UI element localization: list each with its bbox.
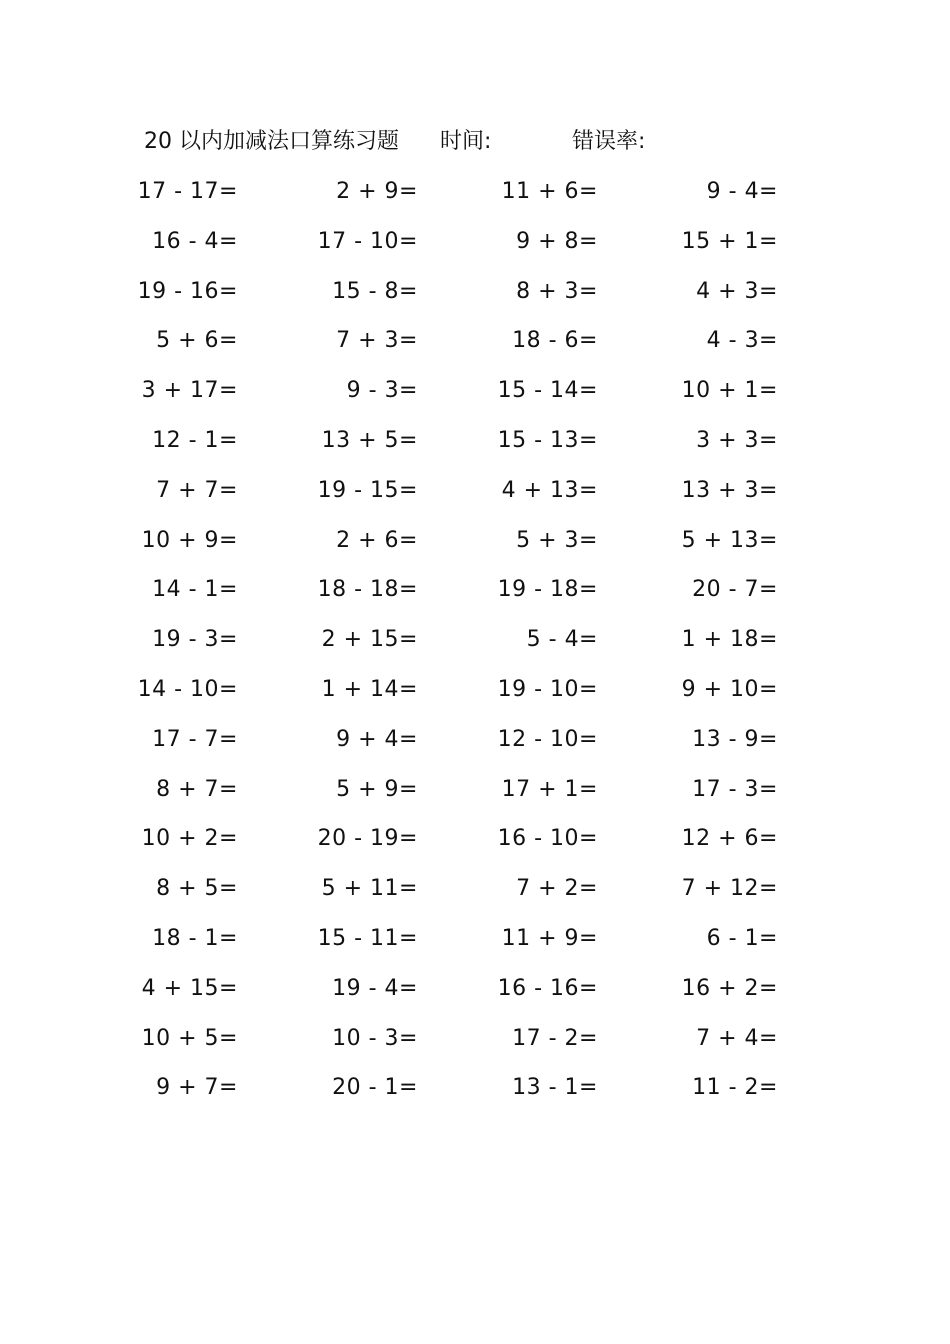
arithmetic-problem: 15 - 14= [497,378,598,404]
arithmetic-problem: 14 - 10= [137,676,238,702]
arithmetic-problem: 3 + 3= [696,427,778,453]
arithmetic-problem: 5 + 9= [336,776,418,802]
problem-row [0,670,950,720]
problem-row [0,570,950,620]
arithmetic-problem: 17 + 1= [501,776,598,802]
arithmetic-problem: 17 - 17= [137,179,238,204]
arithmetic-problem: 14 - 1= [152,577,238,603]
arithmetic-problem: 20 - 7= [692,577,778,603]
arithmetic-problem: 9 + 10= [681,676,778,702]
arithmetic-problem: 19 - 4= [332,975,418,1001]
arithmetic-problem: 12 - 1= [152,427,238,453]
problem-grid [0,172,950,1118]
arithmetic-problem: 15 - 8= [332,278,418,304]
problem-row [0,272,950,322]
arithmetic-problem: 5 + 3= [516,527,598,553]
arithmetic-problem: 5 + 6= [156,328,238,354]
arithmetic-problem: 7 + 2= [516,876,598,902]
problem-row [0,321,950,371]
arithmetic-problem: 8 + 5= [156,876,238,902]
arithmetic-problem: 20 - 19= [317,826,418,852]
arithmetic-problem: 5 + 13= [681,527,778,553]
arithmetic-problem: 5 - 4= [526,627,598,653]
arithmetic-problem: 9 - 4= [706,179,778,204]
problem-row [0,172,950,222]
arithmetic-problem: 20 - 1= [332,1075,418,1101]
arithmetic-problem: 8 + 7= [156,776,238,802]
arithmetic-problem: 16 - 4= [152,228,238,254]
arithmetic-problem: 11 + 9= [501,925,598,951]
arithmetic-problem: 10 + 5= [141,1025,238,1051]
arithmetic-problem: 19 - 18= [497,577,598,603]
arithmetic-problem: 16 - 16= [497,975,598,1001]
problem-row [0,1068,950,1118]
problem-row [0,421,950,471]
arithmetic-problem: 2 + 6= [336,527,418,553]
time-label: 时间: [440,129,492,154]
problem-row [0,819,950,869]
arithmetic-problem: 5 + 11= [321,876,418,902]
arithmetic-problem: 18 - 18= [317,577,418,603]
problem-row [0,720,950,770]
arithmetic-problem: 16 - 10= [497,826,598,852]
arithmetic-problem: 1 + 18= [681,627,778,653]
arithmetic-problem: 4 + 13= [501,477,598,503]
arithmetic-problem: 10 + 9= [141,527,238,553]
arithmetic-problem: 13 - 9= [692,726,778,752]
arithmetic-problem: 17 - 3= [692,776,778,802]
problem-row [0,869,950,919]
arithmetic-problem: 4 + 15= [141,975,238,1001]
arithmetic-problem: 7 + 12= [681,876,778,902]
arithmetic-problem: 19 - 15= [317,477,418,503]
arithmetic-problem: 3 + 17= [141,378,238,404]
arithmetic-problem: 8 + 3= [516,278,598,304]
arithmetic-problem: 13 + 5= [321,427,418,453]
arithmetic-problem: 19 - 3= [152,627,238,653]
arithmetic-problem: 13 + 3= [681,477,778,503]
arithmetic-problem: 19 - 10= [497,676,598,702]
arithmetic-problem: 2 + 9= [336,179,418,204]
arithmetic-problem: 1 + 14= [321,676,418,702]
arithmetic-problem: 15 - 13= [497,427,598,453]
arithmetic-problem: 7 + 3= [336,328,418,354]
arithmetic-problem: 10 + 1= [681,378,778,404]
worksheet-title: 20 以内加减法口算练习题 [144,129,399,154]
problem-row [0,620,950,670]
problem-row [0,471,950,521]
arithmetic-problem: 18 - 1= [152,925,238,951]
worksheet-header [144,124,704,160]
arithmetic-problem: 16 + 2= [681,975,778,1001]
arithmetic-problem: 9 + 8= [516,228,598,254]
arithmetic-problem: 17 - 10= [317,228,418,254]
arithmetic-problem: 10 + 2= [141,826,238,852]
arithmetic-problem: 9 + 7= [156,1075,238,1101]
arithmetic-problem: 17 - 2= [512,1025,598,1051]
arithmetic-problem: 6 - 1= [706,925,778,951]
problem-row [0,521,950,571]
arithmetic-problem: 17 - 7= [152,726,238,752]
arithmetic-problem: 10 - 3= [332,1025,418,1051]
arithmetic-problem: 12 - 10= [497,726,598,752]
problem-row [0,222,950,272]
arithmetic-problem: 7 + 4= [696,1025,778,1051]
arithmetic-problem: 9 + 4= [336,726,418,752]
arithmetic-problem: 9 - 3= [346,378,418,404]
problem-row [0,919,950,969]
arithmetic-problem: 12 + 6= [681,826,778,852]
arithmetic-problem: 2 + 15= [321,627,418,653]
arithmetic-problem: 7 + 7= [156,477,238,503]
arithmetic-problem: 11 - 2= [692,1075,778,1101]
problem-row [0,770,950,820]
arithmetic-problem: 4 - 3= [706,328,778,354]
problem-row [0,371,950,421]
arithmetic-problem: 19 - 16= [137,278,238,304]
arithmetic-problem: 4 + 3= [696,278,778,304]
problem-row [0,1019,950,1069]
error-rate-label: 错误率: [572,129,646,154]
arithmetic-problem: 15 + 1= [681,228,778,254]
problem-row [0,969,950,1019]
arithmetic-problem: 11 + 6= [501,179,598,204]
arithmetic-problem: 13 - 1= [512,1075,598,1101]
arithmetic-problem: 18 - 6= [512,328,598,354]
arithmetic-problem: 15 - 11= [317,925,418,951]
